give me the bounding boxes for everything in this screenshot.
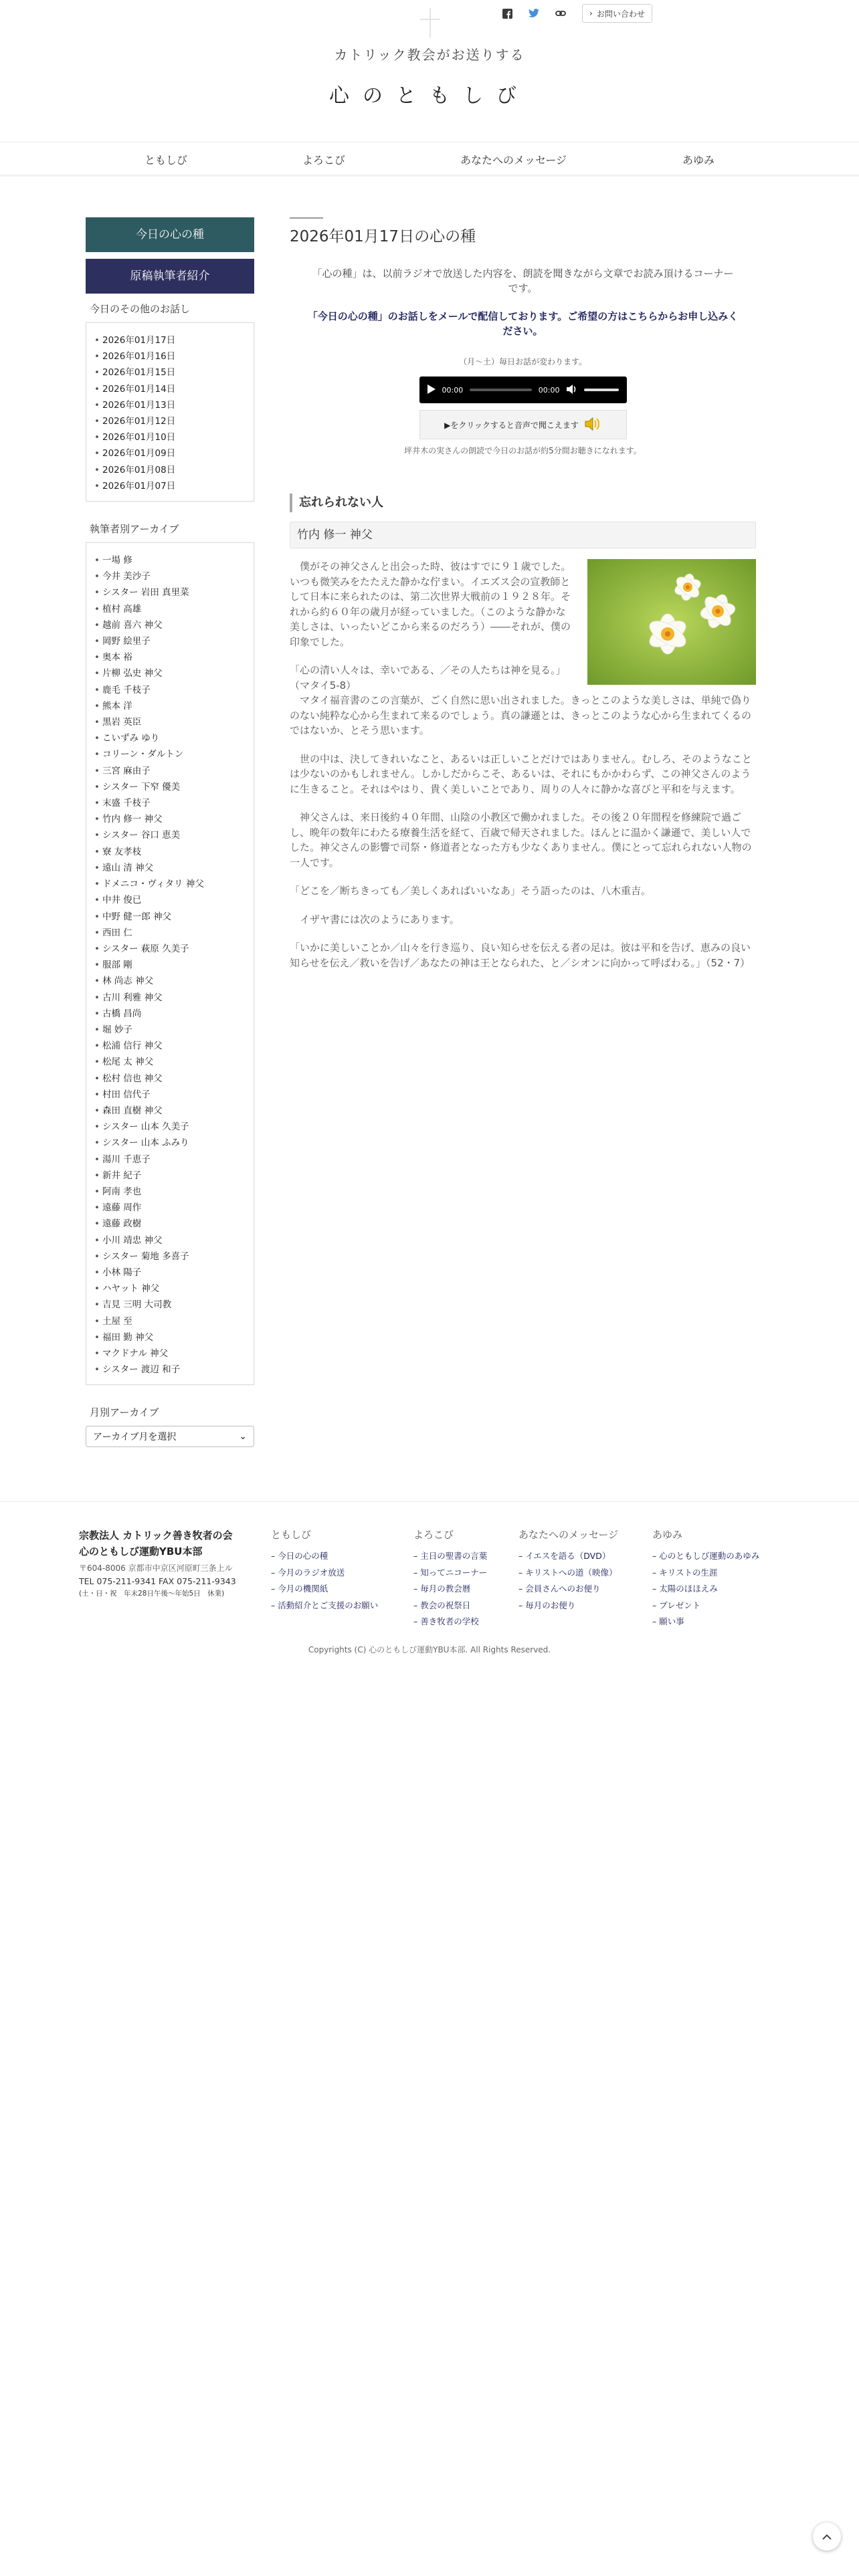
copyright: Copyrights (C) 心のともしび運動YBU本部. All Rights Reserved.	[308, 1645, 551, 1654]
authors-heading: 執筆者別アーカイブ	[90, 523, 179, 536]
sidebar	[86, 217, 254, 1447]
contact-button[interactable]	[582, 4, 652, 23]
site-header	[0, 0, 859, 177]
paragraph: イザヤ書には次のようにあります。	[300, 913, 460, 926]
footer-link-label: 教会の祝祭日	[420, 1600, 471, 1610]
footer-link[interactable]	[518, 1581, 618, 1598]
footer-organization	[79, 1527, 260, 1600]
footer-column-heading: あなたへのメッセージ	[518, 1529, 619, 1541]
page-title: 2026年01月17日の心の種	[290, 228, 476, 245]
author-link[interactable]: • 寮 友孝枝	[93, 844, 247, 860]
author-link[interactable]: • 新井 紀子	[93, 1168, 247, 1184]
author-link[interactable]: • 今井 美沙子	[93, 568, 247, 584]
footer-link[interactable]	[413, 1548, 487, 1565]
author-link[interactable]: • 小川 靖忠 神父	[93, 1232, 247, 1249]
author-link[interactable]: • 堀 妙子	[93, 1022, 247, 1038]
footer-link-label: 毎月のお便り	[525, 1600, 576, 1610]
org-hours: (土・日・祝 年末28日午後〜年始5日 休業)	[79, 1590, 225, 1598]
footer-link-label: 願い事	[659, 1616, 684, 1626]
speaker-name: 竹内 修一 神父	[290, 522, 756, 548]
audio-player	[419, 377, 627, 403]
recent-date-link[interactable]: • 2026年01月12日	[93, 413, 247, 429]
author-link[interactable]: • 福田 勤 神父	[93, 1329, 247, 1346]
author-link[interactable]: • 湯川 千恵子	[93, 1152, 247, 1168]
author-link[interactable]: • 岡野 絵里子	[93, 633, 247, 649]
footer-link[interactable]	[518, 1598, 618, 1614]
footer-link[interactable]	[271, 1581, 378, 1598]
footer-link-label: 知ってニコーナー	[420, 1567, 488, 1578]
footer-column	[518, 1527, 618, 1614]
author-link[interactable]: • シスター 渡辺 和子	[93, 1362, 247, 1378]
author-link[interactable]: • 松村 信也 神父	[93, 1071, 247, 1087]
author-link[interactable]: • 熊本 洋	[93, 698, 247, 714]
recent-date-link[interactable]: • 2026年01月07日	[93, 478, 247, 494]
footer-link[interactable]	[413, 1598, 487, 1614]
intro-text: 「心の種」は、以前ラジオで放送した内容を、朗読を聞きながら文章でお読み頂けるコーナーです。	[312, 267, 734, 294]
footer-link[interactable]	[652, 1614, 759, 1630]
author-link[interactable]: • 吉見 三明 大司教	[93, 1297, 247, 1313]
author-link[interactable]: • 古川 利雅 神父	[93, 990, 247, 1006]
footer-column-heading: よろこび	[413, 1529, 454, 1541]
recent-dates-list	[93, 332, 247, 494]
footer-link-label: 主日の聖書の言葉	[420, 1551, 488, 1561]
footer-link-label: キリストへの道（映像）	[525, 1567, 617, 1578]
main-content	[290, 217, 756, 984]
authors-intro-button[interactable]: 原稿執筆者紹介	[86, 259, 254, 294]
footer-link-label: 太陽のほほえみ	[659, 1584, 718, 1594]
footer-column-heading: ともしび	[271, 1529, 312, 1541]
footer-link-label: 活動紹介とご支援のお願い	[278, 1600, 379, 1610]
site-title[interactable]: 心のともしび	[329, 84, 530, 108]
author-link[interactable]: • シスター 萩原 久美子	[93, 941, 247, 957]
author-link[interactable]: • シスター 谷口 恵美	[93, 827, 247, 843]
footer-link-label: 今月の機関紙	[278, 1584, 328, 1594]
author-link[interactable]: • 村田 信代子	[93, 1087, 247, 1103]
paragraph: 僕がその神父さんと出会った時、彼はすでに９１歳でした。いつも微笑みをたたえた静かな佇まい。イエズス会の宣教師として日本に来られたのは、第二次世界大戦前の１９２８年。それから約６０年の歳月が経っていました。（このような静かな美しさは、いったいどこから来るのだろう）――それが、僕の印象でした。	[290, 560, 571, 648]
dash-icon: –	[652, 1567, 660, 1578]
recent-date-link[interactable]: • 2026年01月13日	[93, 397, 247, 413]
recent-date-link[interactable]: • 2026年01月10日	[93, 429, 247, 445]
author-link[interactable]: • シスター 山本 ふみり	[93, 1135, 247, 1151]
author-link[interactable]: • 古橋 昌尚	[93, 1006, 247, 1022]
author-link[interactable]: • 服部 剛	[93, 957, 247, 973]
article-body	[290, 559, 756, 970]
dash-icon: –	[413, 1600, 421, 1610]
footer-link[interactable]	[652, 1581, 759, 1598]
chevron-right-icon: ›	[589, 9, 593, 18]
schedule-note: （月～土）毎日お話が変わります。	[458, 357, 587, 366]
dash-icon: –	[271, 1584, 278, 1594]
author-link[interactable]: • マクドナル 神父	[93, 1346, 247, 1362]
dash-icon: –	[413, 1567, 421, 1578]
reader-note: 坪井木の実さんの朗読で今日のお話が約5分間お聴きになれます。	[404, 446, 642, 455]
author-link[interactable]: • 三宮 麻由子	[93, 763, 247, 779]
authors-list	[93, 552, 247, 1378]
dash-icon: –	[652, 1600, 660, 1610]
footer-link-label: 今日の心の種	[278, 1551, 328, 1561]
nav-tomoshibi[interactable]: ともしび	[145, 154, 188, 167]
footer-link[interactable]	[518, 1565, 618, 1582]
site-tagline: カトリック教会がお送りする	[334, 47, 525, 63]
author-link[interactable]: • シスター 下窄 優美	[93, 779, 247, 795]
volume-slider[interactable]	[584, 389, 619, 391]
author-link[interactable]: • 奥本 裕	[93, 649, 247, 665]
org-tel: TEL 075-211-9341 FAX 075-211-9343	[79, 1576, 236, 1586]
progress-bar[interactable]	[470, 389, 532, 391]
author-link[interactable]: • 中野 健一郎 神父	[93, 909, 247, 925]
dash-icon: –	[518, 1551, 526, 1561]
recent-date-link[interactable]: • 2026年01月16日	[93, 348, 247, 364]
top-links	[502, 4, 652, 23]
paragraph: 神父さんは、来日後約４０年間、山陰の小教区で働かれました。その後２０年間程を修練院で過ごし、晩年の数年にわたる療養生活を経て、百歳で帰天されました。ほんとに温かく謙遜で、美しい人でした。神父さんの影響で司祭・修道者となった方も少なくありません。僕にとって忘れられない人物の一人です。	[290, 811, 752, 869]
author-link[interactable]: • 遠山 清 神父	[93, 860, 247, 876]
author-link[interactable]: • 鹿毛 千枝子	[93, 682, 247, 698]
nav-ayumi[interactable]: あゆみ	[682, 154, 715, 167]
main-nav	[0, 142, 859, 177]
dash-icon: –	[271, 1551, 278, 1561]
nav-message[interactable]: あなたへのメッセージ	[460, 154, 567, 167]
paragraph: マタイ福音書のこの言葉が、ごく自然に思い出されました。きっとこのような美しさは、単純で偽りのない純粋な心から生まれて来るのでしょう。真の謙遜とは、きっとこのような心から生まれてくるのではないか、とそう思います。	[290, 694, 752, 736]
author-link[interactable]: • シスター 山本 久美子	[93, 1119, 247, 1135]
footer-link-label: キリストの生涯	[659, 1567, 718, 1578]
author-link[interactable]: • 竹内 修一 神父	[93, 811, 247, 827]
footer-link-label: プレゼント	[659, 1600, 701, 1610]
footer-column	[271, 1527, 378, 1614]
footer-link[interactable]	[271, 1548, 378, 1565]
author-link[interactable]: • 片柳 弘史 神父	[93, 665, 247, 681]
org-address: 〒604-8006 京都市中京区河原町三条上ル	[79, 1564, 233, 1573]
section-title: 忘れられない人	[290, 494, 756, 512]
author-link[interactable]: • こいずみ ゆり	[93, 730, 247, 746]
footer-link[interactable]	[652, 1565, 759, 1582]
cross-icon	[420, 8, 440, 37]
author-link[interactable]: • 黒岩 英臣	[93, 714, 247, 730]
footer-column	[652, 1527, 759, 1630]
audio-listen-label: ▶をクリックすると音声で聞こえます	[444, 420, 579, 430]
footer-link[interactable]	[652, 1548, 759, 1565]
footer-column-heading: あゆみ	[652, 1529, 683, 1541]
nav-yorokobi[interactable]: よろこび	[302, 154, 346, 167]
recent-date-link[interactable]: • 2026年01月14日	[93, 381, 247, 397]
org-name-1: 宗教法人 カトリック善き牧者の会	[79, 1529, 233, 1541]
author-link[interactable]: • 阿南 孝也	[93, 1184, 247, 1200]
author-link[interactable]: • 遠藤 周作	[93, 1200, 247, 1216]
chevron-up-icon	[822, 2531, 832, 2543]
footer-link-label: イエスを語る（DVD）	[525, 1551, 611, 1561]
duration: 00:00	[538, 385, 560, 395]
paragraph: 「いかに美しいことか／山々を行き巡り、良い知らせを伝える者の足は。彼は平和を告げ、恵みの良い知らせを伝え／救いを告げ／あなたの神は王となられた、と／シオンに向かって呼ばわる。」（52・7）	[290, 942, 751, 969]
archive-select-value: アーカイブ月を選択	[93, 1432, 177, 1443]
author-link[interactable]: • コリーン・ダルトン	[93, 746, 247, 762]
recent-date-link[interactable]: • 2026年01月15日	[93, 364, 247, 381]
author-link[interactable]: • シスター 菊地 多喜子	[93, 1249, 247, 1265]
author-link[interactable]: • ドメニコ・ヴィタリ 神父	[93, 876, 247, 892]
dash-icon: –	[518, 1584, 526, 1594]
twitter-icon[interactable]	[529, 8, 539, 19]
speaker-icon	[584, 417, 601, 433]
author-link[interactable]: • 小林 陽子	[93, 1265, 247, 1281]
dash-icon: –	[518, 1600, 526, 1610]
footer-link-label: 善き牧者の学校	[420, 1616, 479, 1626]
authors-box	[86, 542, 254, 1385]
footer-link[interactable]	[652, 1598, 759, 1614]
paragraph: 「心の清い人々は、幸いである、／その人たちは神を見る。」（マタイ5-8）	[290, 664, 566, 691]
author-link[interactable]: • 中井 俊已	[93, 892, 247, 908]
dash-icon: –	[652, 1551, 660, 1561]
footer-link-label: 今月のラジオ放送	[278, 1567, 345, 1578]
other-days-heading: 今日のその他のお話し	[90, 303, 191, 315]
mail-subscribe-link[interactable]: 「今日の心の種」のお話しをメールで配信しております。ご希望の方はこちらからお申し込みください。	[307, 310, 739, 337]
recent-dates-box	[86, 322, 254, 502]
footer-link[interactable]	[413, 1614, 487, 1630]
paragraph: 世の中は、決してきれいなこと、あるいは正しいことだけではありません。むしろ、そのようなことは少ないのかもしれません。しかしだからこそ、あるいは、それにもかかわらず、この神父さんのように生きること。それはやはり、貴く美しいことであり、周りの人々に静かな喜びと平和を与えます。	[290, 752, 752, 795]
footer-link[interactable]	[518, 1548, 618, 1565]
dash-icon: –	[271, 1600, 278, 1610]
current-time: 00:00	[442, 385, 464, 395]
dash-icon: –	[518, 1567, 526, 1578]
play-icon[interactable]	[427, 385, 436, 396]
chevron-down-icon: ⌄	[239, 1431, 247, 1442]
recent-date-link[interactable]: • 2026年01月09日	[93, 445, 247, 461]
audio-listen-button[interactable]	[419, 410, 627, 439]
footer-link-label: 毎月の教会暦	[420, 1584, 471, 1594]
author-link[interactable]: • シスター 岩田 真里菜	[93, 584, 247, 601]
volume-icon[interactable]	[567, 385, 577, 396]
paragraph: 「どこを／断ちきっても／美しくあればいいなあ」そう語ったのは、八木重吉。	[290, 885, 652, 897]
dash-icon: –	[652, 1616, 660, 1626]
footer-column	[413, 1527, 487, 1630]
author-link[interactable]: • 一場 修	[93, 552, 247, 568]
dash-icon: –	[413, 1616, 421, 1626]
dash-icon: –	[413, 1584, 421, 1594]
author-link[interactable]: • ハヤット 神父	[93, 1281, 247, 1297]
author-link[interactable]: • 植村 高雄	[93, 601, 247, 617]
author-link[interactable]: • 越前 喜六 神父	[93, 617, 247, 633]
footer-link[interactable]	[413, 1565, 487, 1582]
dash-icon: –	[413, 1551, 421, 1561]
footer-link[interactable]	[271, 1565, 378, 1582]
recent-date-link[interactable]: • 2026年01月17日	[93, 332, 247, 348]
today-seed-button[interactable]: 今日の心の種	[86, 217, 254, 252]
archive-select[interactable]	[86, 1426, 254, 1447]
back-to-top-button[interactable]	[813, 2523, 841, 2551]
footer-link[interactable]	[271, 1598, 378, 1614]
author-link[interactable]: • 土屋 至	[93, 1313, 247, 1329]
title-rule	[290, 217, 323, 219]
contact-label: お問い合わせ	[596, 9, 645, 19]
site-footer	[0, 1501, 859, 1669]
author-link[interactable]: • 森田 直樹 神父	[93, 1103, 247, 1119]
footer-link[interactable]	[413, 1581, 487, 1598]
archive-heading: 月別アーカイブ	[90, 1406, 159, 1419]
link-icon[interactable]	[555, 8, 566, 19]
recent-date-link[interactable]: • 2026年01月08日	[93, 462, 247, 478]
author-link[interactable]: • 松尾 太 神父	[93, 1054, 247, 1070]
facebook-icon[interactable]	[502, 8, 512, 19]
author-link[interactable]: • 松浦 信行 神父	[93, 1038, 247, 1054]
author-link[interactable]: • 遠藤 政樹	[93, 1216, 247, 1232]
dash-icon: –	[652, 1584, 660, 1594]
dash-icon: –	[271, 1567, 278, 1578]
author-link[interactable]: • 林 尚志 神父	[93, 973, 247, 989]
footer-link-label: 会員さんへのお便り	[525, 1584, 601, 1594]
footer-link-label: 心のともしび運動のあゆみ	[659, 1551, 760, 1561]
author-link[interactable]: • 西田 仁	[93, 925, 247, 941]
org-name-2: 心のともしび運動YBU本部	[79, 1545, 203, 1558]
author-link[interactable]: • 末盛 千枝子	[93, 795, 247, 811]
narcissus-photo	[587, 559, 756, 685]
